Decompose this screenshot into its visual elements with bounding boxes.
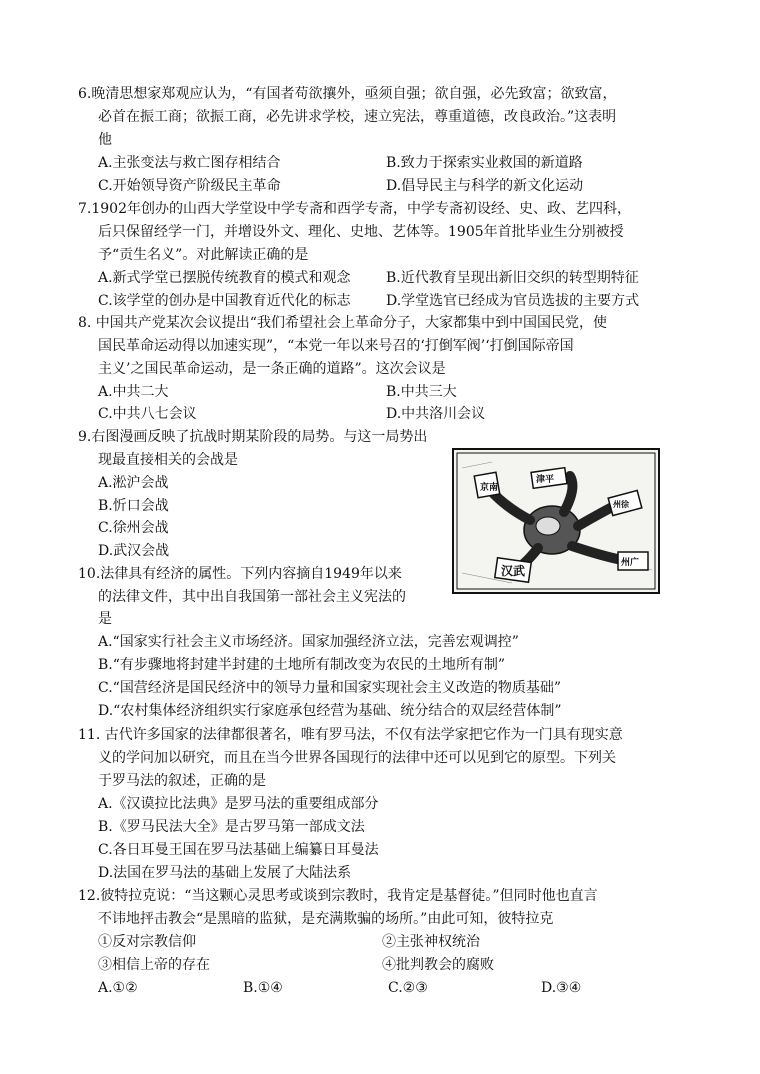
q11-stem-line-1: 11. 古代许多国家的法律都很著名，唯有罗马法，不仅有法学家把它作为一门具有现实意 (78, 727, 623, 743)
cartoon-label-pingjin: 津平 (536, 475, 555, 485)
cartoon-label-xuzhou: 州徐 (613, 500, 629, 509)
q12-item-1: ①反对宗教信仰 (98, 934, 196, 950)
q12-item-4: ④批判教会的腐败 (382, 957, 494, 973)
q8-stem-line-1: 8. 中国共产党某次会议提出“我们希望社会上革命分子，大家都集中到中国国民党，使 (78, 315, 607, 331)
war-cartoon-illustration (452, 448, 660, 594)
q11-stem-line-2: 义的学问加以研究，而且在当今世界各国现行的法律中还可以见到它的原型。下列关 (98, 750, 616, 766)
q12-option-a[interactable]: A.①② (98, 980, 138, 996)
q6-stem-line-2: 必首在振工商；欲振工商，必先讲求学校，速立宪法，尊重道德，改良政治。”这表明 (98, 109, 617, 125)
q12-option-c[interactable]: C.②③ (388, 980, 428, 996)
cartoon-label-wuhan: 汉武 (501, 564, 526, 578)
q6-option-a[interactable]: A.主张变法与救亡图存相结合 (98, 155, 281, 171)
q12-stem-line-2: 不讳地抨击教会“是黑暗的监狱，是充满欺骗的场所。”由此可知，彼特拉克 (98, 911, 554, 927)
q8-option-b[interactable]: B.中共三大 (386, 384, 457, 400)
q10-stem-line-1: 10.法律具有经济的属性。下列内容摘自1949年以来 (78, 566, 402, 582)
q10-stem-line-3: 是 (98, 611, 112, 627)
q11-option-b[interactable]: B.《罗马民法大全》是古罗马第一部成文法 (98, 819, 365, 835)
q9-option-b[interactable]: B.忻口会战 (98, 498, 169, 514)
q10-option-b[interactable]: B.“有步骤地将封建半封建的土地所有制改变为农民的土地所有制” (98, 657, 506, 673)
q8-stem-line-2: 国民革命运动得以加速实现”，“本党一年以来号召的‘打倒军阀’‘打倒国际帝国 (98, 338, 574, 354)
q7-option-b[interactable]: B.近代教育呈现出新旧交织的转型期特征 (386, 270, 639, 286)
q9-stem-line-2: 现最直接相关的会战是 (98, 452, 238, 468)
q6-stem-line-1: 6.晚清思想家郑观应认为，“有国者苟欲攘外，亟须自强；欲自强，必先致富；欲致富， (78, 86, 617, 102)
q9-option-a[interactable]: A.淞沪会战 (98, 475, 169, 491)
q11-stem-line-3: 于罗马法的叙述，正确的是 (98, 773, 266, 789)
q7-option-a[interactable]: A.新式学堂已摆脱传统教育的模式和观念 (98, 270, 351, 286)
q12-option-d[interactable]: D.③④ (541, 980, 582, 996)
q6-option-b[interactable]: B.致力于探索实业救国的新道路 (386, 155, 583, 171)
q6-stem-line-3: 他 (98, 132, 112, 148)
q6-option-c[interactable]: C.开始领导资产阶级民主革命 (98, 178, 281, 194)
q8-stem-line-3: 主义’之国民革命运动，是一条正确的道路”。这次会议是 (98, 361, 446, 377)
q7-stem-line-2: 后只保留经学一门，并增设外文、理化、史地、艺体等。1905年首批毕业生分别被授 (98, 224, 624, 240)
q7-stem-line-1: 7.1902年创办的山西大学堂设中学专斋和西学专斋，中学专斋初设经、史、政、艺四科， (78, 201, 631, 217)
q12-option-b[interactable]: B.①④ (243, 980, 283, 996)
q10-option-d[interactable]: D.“农村集体经济组织实行家庭承包经营为基础、统分结合的双层经营体制” (98, 703, 562, 719)
q9-option-c[interactable]: C.徐州会战 (98, 520, 169, 536)
q6-option-d[interactable]: D.倡导民主与科学的新文化运动 (386, 178, 584, 194)
cartoon-label-guangzhou: 州广 (621, 558, 640, 568)
q7-option-c[interactable]: C.该学堂的创办是中国教育近代化的标志 (98, 293, 351, 309)
q12-item-2: ②主张神权统治 (382, 934, 480, 950)
q11-option-d[interactable]: D.法国在罗马法的基础上发展了大陆法系 (98, 865, 352, 881)
q10-option-a[interactable]: A.“国家实行社会主义市场经济。国家加强经济立法，完善宏观调控” (98, 634, 519, 650)
q12-stem-line-1: 12.彼特拉克说：“当这颗心灵思考或谈到宗教时，我肯定是基督徒。”但同时他也直言 (78, 888, 598, 904)
q12-item-3: ③相信上帝的存在 (98, 957, 210, 973)
q8-option-d[interactable]: D.中共洛川会议 (386, 406, 486, 422)
q8-option-c[interactable]: C.中共八七会议 (98, 406, 197, 422)
q9-option-d[interactable]: D.武汉会战 (98, 543, 170, 559)
q11-option-c[interactable]: C.各日耳曼王国在罗马法基础上编纂日耳曼法 (98, 842, 379, 858)
q11-option-a[interactable]: A.《汉谟拉比法典》是罗马法的重要组成部分 (98, 796, 379, 812)
q9-stem-line-1: 9.右图漫画反映了抗战时期某阶段的局势。与这一局势出 (78, 429, 428, 445)
q7-option-d[interactable]: D.学堂选官已经成为官员选拔的主要方式 (386, 293, 640, 309)
q8-option-a[interactable]: A.中共二大 (98, 384, 169, 400)
q7-stem-line-3: 予“贡生名义”。对此解读正确的是 (98, 247, 309, 263)
cartoon-label-nanjing: 京南 (480, 483, 499, 493)
q10-stem-line-2: 的法律文件，其中出自我国第一部社会主义宪法的 (98, 589, 406, 605)
q10-option-c[interactable]: C.“国营经济是国民经济中的领导力量和国家实现社会主义改造的物质基础” (98, 680, 561, 696)
